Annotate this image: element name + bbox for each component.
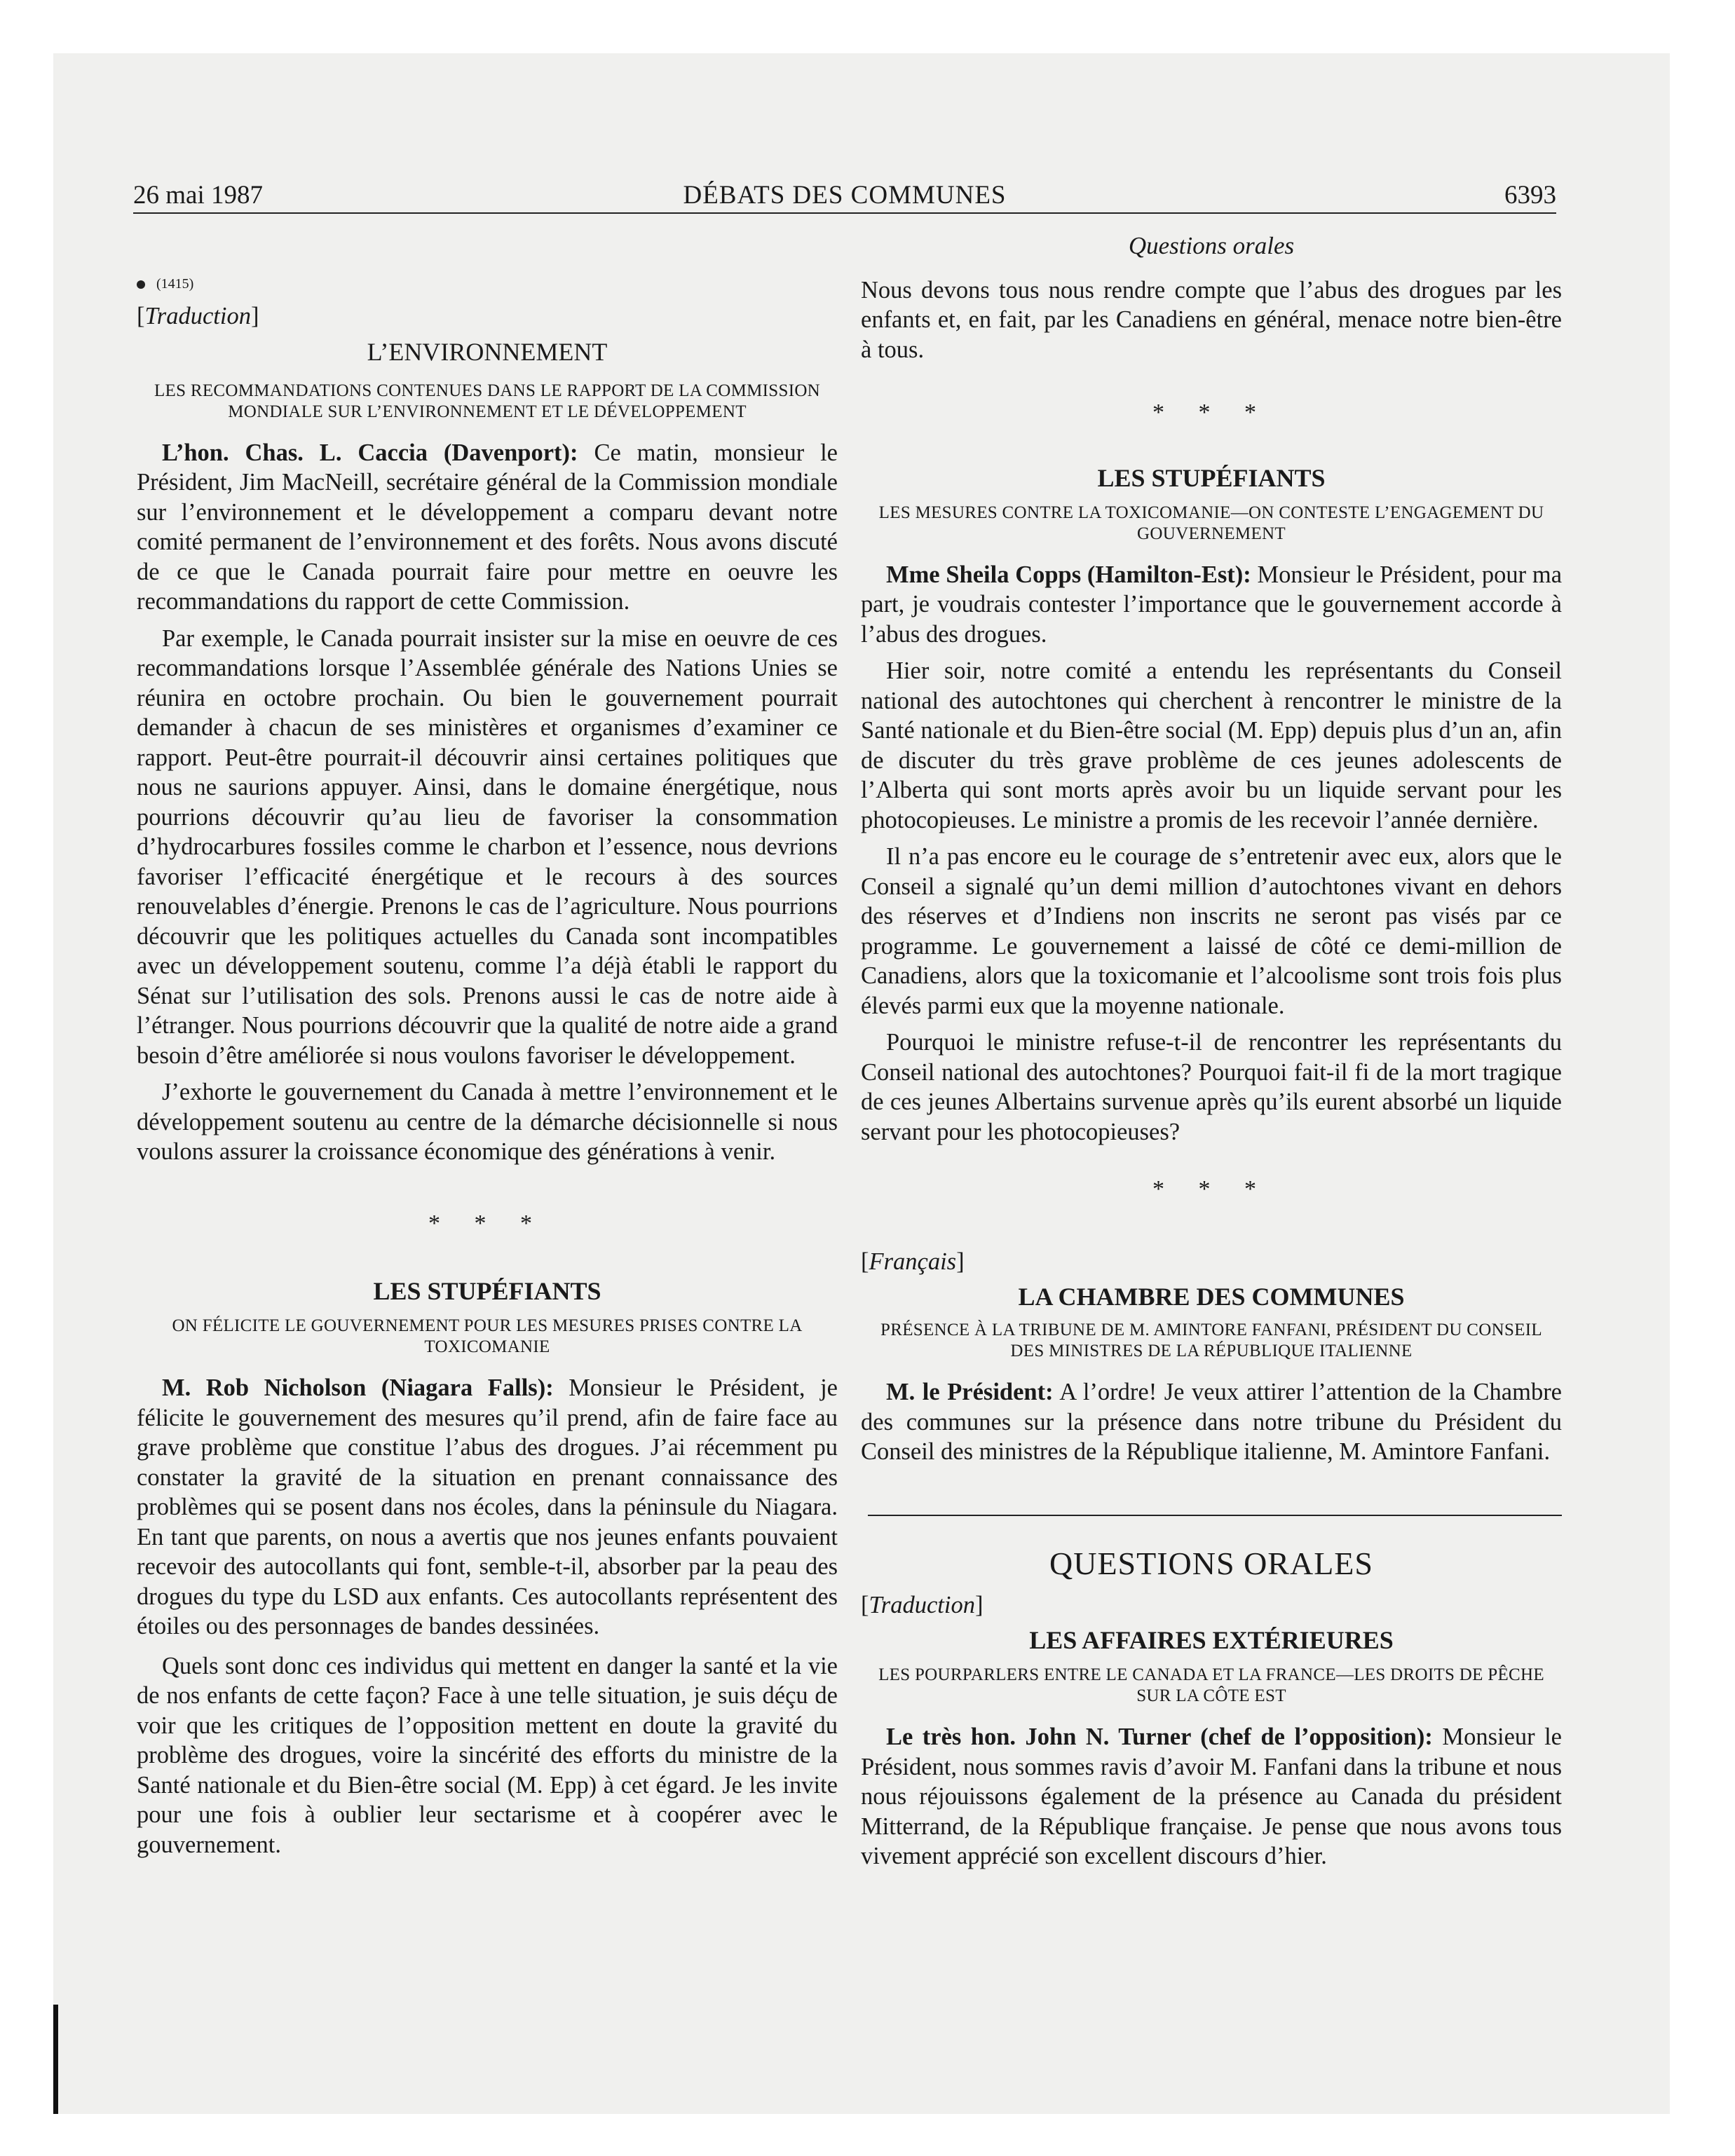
section-separator: * * * [1152, 1176, 1270, 1202]
right-column [861, 231, 1562, 1871]
paragraph-text: Monsieur le Président, je félicite le gouvernement des mesures qu’il prend, afin de faire face au grave problème que constitue l’abus des drogues. J’ai récemment pu constater la gravité de la situation en prenant connaissance des problèmes qui se posent dans nos écoles, dans la péninsule du Niagara. En tant que parents, on nous a avertis que nos jeunes enfants pouvaient recevoir des autocollants qui font, semble-t-il, absorber par la peau des drogues du type du LSD aux enfants. Ces autocollants représentent des étoiles ou des personnages de bandes dessinées. [137, 1374, 838, 1639]
language-note: [Français] [861, 1248, 965, 1275]
speaker: M. le Président: [886, 1379, 1054, 1405]
paragraph-text: A l’ordre! Je veux attirer l’attention de la Chambre des communes sur la présence dans notre tribune du Président du Conseil des ministres de la République italienne, M. Amintore Fanfani. [861, 1379, 1562, 1465]
section-subtitle: LES RECOMMANDATIONS CONTENUES DANS LE RAPPORT DE LA COMMISSION MONDIALE SUR L’ENVIRONNEMENT ET LE DÉVELOPPEMENT [154, 381, 821, 421]
language-note: [Traduction] [137, 303, 259, 329]
paragraph: Hier soir, notre comité a entendu les représentants du Conseil national des autochtones qui cherchent à rencontrer le ministre de la Santé nationale et du Bien-être social (M. Epp) depuis plus d’un an, afin de discuter du très grave problème de ces jeunes adolescents de l’Alberta qui sont morts après avoir bu un liquide servant pour les photocopieuses. Le ministre a promis de les recevoir l’année dernière. [861, 657, 1562, 833]
section-subtitle: LES MESURES CONTRE LA TOXICOMANIE—ON CONTESTE L’ENGAGEMENT DU GOUVERNEMENT [878, 503, 1544, 543]
section-title: LES STUPÉFIANTS [1097, 463, 1326, 492]
paragraph-text: Ce matin, monsieur le Président, Jim MacNeill, secrétaire général de la Commission mondiale sur l’environnement et le développement a comparu devant notre comité permanent de l’environnement et des forêts. Nous avons discuté de ce que le Canada pourrait faire pour mettre en oeuvre les recommandations du rapport de cette Commission. [137, 439, 838, 615]
language-text: Traduction [869, 1591, 975, 1618]
scan-edge [53, 2005, 58, 2114]
paragraph [137, 1373, 838, 1642]
paragraph-text: Monsieur le Président, pour ma part, je voudrais contester l’importance que le gouvernement accorde à l’abus des drogues. [861, 561, 1563, 648]
bullet-icon [137, 280, 145, 289]
timestamp [137, 273, 838, 294]
speaker: Le très hon. John N. Turner (chef de l’opposition): [886, 1724, 1433, 1750]
paragraph [861, 560, 1562, 650]
header-date: 26 mai 1987 [133, 181, 263, 210]
page-header [133, 179, 1556, 214]
paragraph [861, 1722, 1562, 1871]
header-title: DÉBATS DES COMMUNES [683, 181, 1007, 210]
paragraph [861, 1377, 1562, 1467]
speaker: Mme Sheila Copps (Hamilton-Est): [886, 561, 1251, 588]
left-column [137, 231, 838, 1860]
section-title: L’ENVIRONNEMENT [367, 337, 608, 366]
paragraph: J’exhorte le gouvernement du Canada à mettre l’environnement et le développement soutenu au centre de la démarche décisionnelle si nous voulons assurer la croissance économique des générations à venir. [137, 1079, 838, 1165]
language-note: [Traduction] [861, 1591, 984, 1618]
section-title: LES STUPÉFIANTS [373, 1277, 601, 1305]
language-text: Français [869, 1248, 957, 1275]
timestamp-text: (1415) [156, 276, 194, 292]
paragraph [137, 438, 838, 617]
section-separator: * * * [428, 1210, 546, 1236]
page-number: 6393 [1504, 181, 1556, 210]
paragraph: Quels sont donc ces individus qui mettent en danger la santé et la vie de nos enfants de cette façon? Face à une telle situation, je suis déçu de voir que les critiques de l’opposition mettent en doute la gravité du problème des drogues, voire la sincérité des efforts du ministre de la Santé nationale et du Bien-être social (M. Epp) à cet égard. Je les invite pour une fois à oublier leur sectarisme et à coopérer avec le gouvernement. [137, 1652, 838, 1858]
section-subtitle: LES POURPARLERS ENTRE LE CANADA ET LA FRANCE—LES DROITS DE PÊCHE SUR LA CÔTE EST [878, 1665, 1544, 1705]
paragraph: Nous devons tous nous rendre compte que l’abus des drogues par les enfants et, en fait, par les Canadiens en général, menace notre bien-être à tous. [861, 276, 1562, 363]
section-title: LA CHAMBRE DES COMMUNES [1018, 1283, 1405, 1311]
paragraph: Pourquoi le ministre refuse-t-il de rencontrer les représentants du Conseil national des autochtones? Pourquoi fait-il fi de la mort tragique de ces jeunes Albertains survenue après qu’ils eurent absorbé un liquide servant pour les photocopieuses? [861, 1029, 1562, 1145]
section-divider [868, 1515, 1562, 1516]
language-text: Traduction [144, 303, 251, 329]
paragraph-text: Monsieur le Président, nous sommes ravis d’avoir M. Fanfani dans la tribune et nous nous réjouissons également de la présence au Canada du président Mitterrand, de la République française. Je pense que nous avons tous vivement apprécié son excellent discours d’hier. [861, 1724, 1562, 1869]
section-subtitle: PRÉSENCE À LA TRIBUNE DE M. AMINTORE FANFANI, PRÉSIDENT DU CONSEIL DES MINISTRES DE LA RÉPUBLIQUE ITALIENNE [880, 1321, 1542, 1360]
section-separator: * * * [1152, 400, 1270, 425]
section-title: LES AFFAIRES EXTÉRIEURES [1029, 1626, 1394, 1654]
paragraph: Il n’a pas encore eu le courage de s’entretenir avec eux, alors que le Conseil a signalé qu’un demi million d’autochtones vivant en dehors des réserves et d’Indiens non inscrits ne seront pas visés par ce programme. Le gouvernement a laissé de côté ce demi-million de Canadiens, alors que la toxicomanie et l’alcoolisme sont trois fois plus élevés parmi eux que la moyenne nationale. [861, 843, 1562, 1019]
running-head: Questions orales [1128, 232, 1295, 259]
speaker: M. Rob Nicholson (Niagara Falls): [162, 1374, 554, 1401]
speaker: L’hon. Chas. L. Caccia (Davenport): [162, 439, 578, 466]
section-subtitle: ON FÉLICITE LE GOUVERNEMENT POUR LES MESURES PRISES CONTRE LA TOXICOMANIE [172, 1316, 803, 1356]
major-heading: QUESTIONS ORALES [1049, 1545, 1373, 1581]
paragraph: Par exemple, le Canada pourrait insister sur la mise en oeuvre de ces recommandations lorsque l’Assemblée générale des Nations Unies se réunira en octobre prochain. Ou bien le gouvernement pourrait demander à chacun de ses ministères et organismes d’examiner ce rapport. Peut-être pourrait-il découvrir ainsi certaines politiques que nous ne saurions appuyer. Ainsi, dans le domaine énergétique, nous pourrions découvrir qu’au lieu de favoriser la consommation d’hydrocarbures fossiles comme le charbon et l’essence, nous devrions favoriser l’efficacité énergétique et le recours à des sources renouvelables d’énergie. Prenons le cas de l’agriculture. Nous pourrions découvrir que les politiques actuelles du Canada sont incompatibles avec un développement soutenu, comme l’a déjà établi le rapport du Sénat sur l’utilisation des sols. Prenons aussi le cas de notre aide à l’étranger. Nous pourrions découvrir que la qualité de notre aide a grand besoin d’être améliorée si nous voulons favoriser le développement. [137, 625, 838, 1069]
